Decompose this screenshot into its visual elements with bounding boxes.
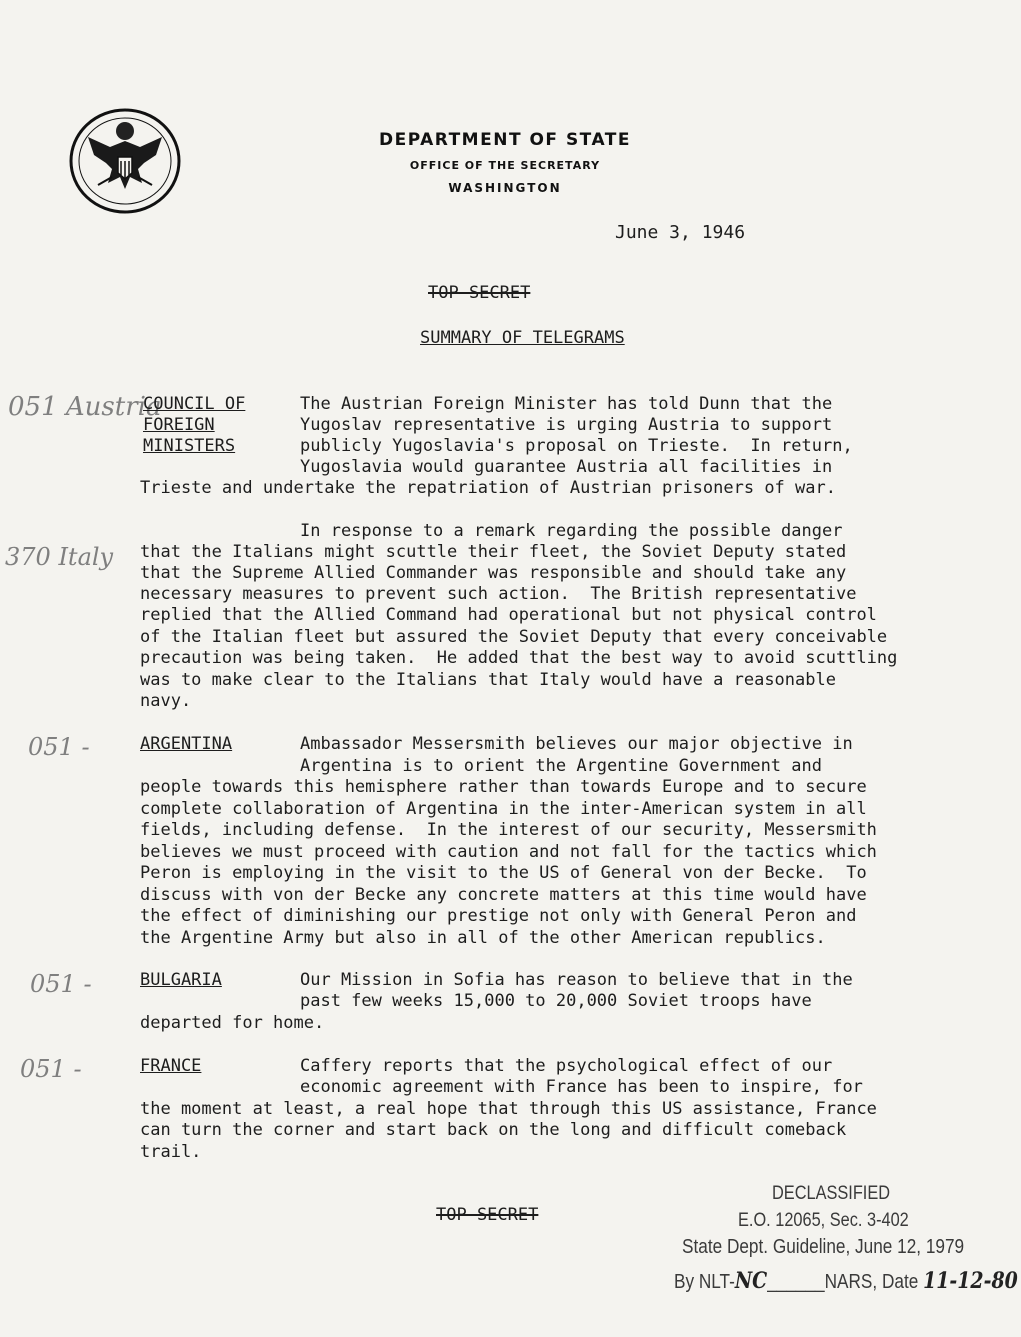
paragraph-line: precaution was being taken. He added that the best way to avoid scuttling bbox=[140, 648, 898, 668]
classification-bottom: TOP SECRET bbox=[436, 1205, 539, 1225]
heading-council-line3: MINISTERS bbox=[143, 436, 236, 456]
paragraph-line: people towards this hemisphere rather than towards Europe and to secure bbox=[140, 777, 867, 797]
paragraph-line: Ambassador Messersmith believes our major objective in bbox=[300, 734, 853, 754]
document-date: June 3, 1946 bbox=[615, 222, 746, 243]
heading-council-line1: COUNCIL OF bbox=[143, 394, 246, 414]
heading-argentina: ARGENTINA bbox=[140, 734, 233, 754]
document-title: SUMMARY OF TELEGRAMS bbox=[420, 328, 625, 348]
paragraph-line: In response to a remark regarding the possible danger bbox=[300, 521, 843, 541]
letterhead-city: WASHINGTON bbox=[448, 181, 562, 195]
paragraph-line: economic agreement with France has been to inspire, for bbox=[300, 1077, 863, 1097]
classification-top: TOP SECRET bbox=[428, 283, 531, 303]
paragraph-line: trail. bbox=[140, 1142, 202, 1162]
nars-label: NARS, Date bbox=[824, 1271, 919, 1293]
paragraph-line: Peron is employing in the visit to the US of General von der Becke. To bbox=[140, 863, 867, 883]
paragraph-line: believes we must proceed with caution and not fall for the tactics which bbox=[140, 842, 877, 862]
paragraph-line: publicly Yugoslavia's proposal on Trieste. In return, bbox=[300, 436, 853, 456]
paragraph-line: can turn the corner and start back on the long and difficult comeback bbox=[140, 1120, 847, 1140]
margin-note-bulgaria: 051 - bbox=[30, 970, 92, 998]
paragraph-line: past few weeks 15,000 to 20,000 Soviet troops have bbox=[300, 991, 812, 1011]
margin-note-austria: 051 Austria bbox=[8, 392, 162, 422]
margin-note-italy: 370 Italy bbox=[5, 543, 114, 571]
by-label: By NLT- bbox=[674, 1271, 735, 1293]
paragraph-line: replied that the Allied Command had operational but not physical control bbox=[140, 605, 877, 625]
paragraph-line: that the Italians might scuttle their fleet, the Soviet Deputy stated bbox=[140, 542, 847, 562]
paragraph-line: Argentina is to orient the Argentine Government and bbox=[300, 756, 822, 776]
heading-bulgaria: BULGARIA bbox=[140, 970, 222, 990]
paragraph-line: the moment at least, a real hope that through this US assistance, France bbox=[140, 1099, 877, 1119]
paragraph-line: discuss with von der Becke any concrete matters at this time would have bbox=[140, 885, 867, 905]
declassified-stamp-title: DECLASSIFIED bbox=[772, 1183, 891, 1204]
paragraph-line: navy. bbox=[140, 691, 192, 711]
declassified-stamp-authority: E.O. 12065, Sec. 3-402 bbox=[738, 1210, 909, 1231]
paragraph-line: of the Italian fleet but assured the Soviet Deputy that every conceivable bbox=[140, 627, 888, 647]
letterhead bbox=[330, 130, 680, 195]
paragraph-line: Our Mission in Sofia has reason to believe that in the bbox=[300, 970, 853, 990]
department-seal-icon bbox=[68, 107, 182, 215]
paragraph-line: was to make clear to the Italians that Italy would have a reasonable bbox=[140, 670, 836, 690]
by-initials: NC bbox=[734, 1268, 768, 1294]
paragraph-line: departed for home. bbox=[140, 1013, 325, 1033]
heading-council-line2: FOREIGN bbox=[143, 415, 215, 435]
heading-france: FRANCE bbox=[140, 1056, 202, 1076]
letterhead-office: OFFICE OF THE SECRETARY bbox=[409, 159, 601, 172]
letterhead-department: DEPARTMENT OF STATE bbox=[378, 130, 632, 150]
paragraph-line: Caffery reports that the psychological effect of our bbox=[300, 1056, 833, 1076]
margin-note-france: 051 - bbox=[20, 1055, 82, 1083]
declassified-date: 11-12-80 bbox=[923, 1268, 1018, 1294]
paragraph-line: the effect of diminishing our prestige not only with General Peron and bbox=[140, 906, 857, 926]
paragraph-line: Yugoslavia would guarantee Austria all facilities in bbox=[300, 457, 833, 477]
paragraph-line: Trieste and undertake the repatriation of Austrian prisoners of war. bbox=[140, 478, 836, 498]
paragraph-line: complete collaboration of Argentina in the inter-American system in all bbox=[140, 799, 867, 819]
declassified-stamp-guideline: State Dept. Guideline, June 12, 1979 bbox=[682, 1236, 965, 1258]
paragraph-line: that the Supreme Allied Commander was responsible and should take any bbox=[140, 563, 847, 583]
paragraph-line: fields, including defense. In the interest of our security, Messersmith bbox=[140, 820, 877, 840]
paragraph-line: The Austrian Foreign Minister has told Dunn that the bbox=[300, 394, 833, 414]
margin-note-argentina: 051 - bbox=[28, 733, 90, 761]
declassified-stamp-signoff bbox=[674, 1268, 1018, 1294]
paragraph-line: the Argentine Army but also in all of the other American republics. bbox=[140, 928, 826, 948]
signoff-blank: ______ bbox=[767, 1271, 825, 1293]
paragraph-line: necessary measures to prevent such action. The British representative bbox=[140, 584, 857, 604]
paragraph-line: Yugoslav representative is urging Austria to support bbox=[300, 415, 833, 435]
